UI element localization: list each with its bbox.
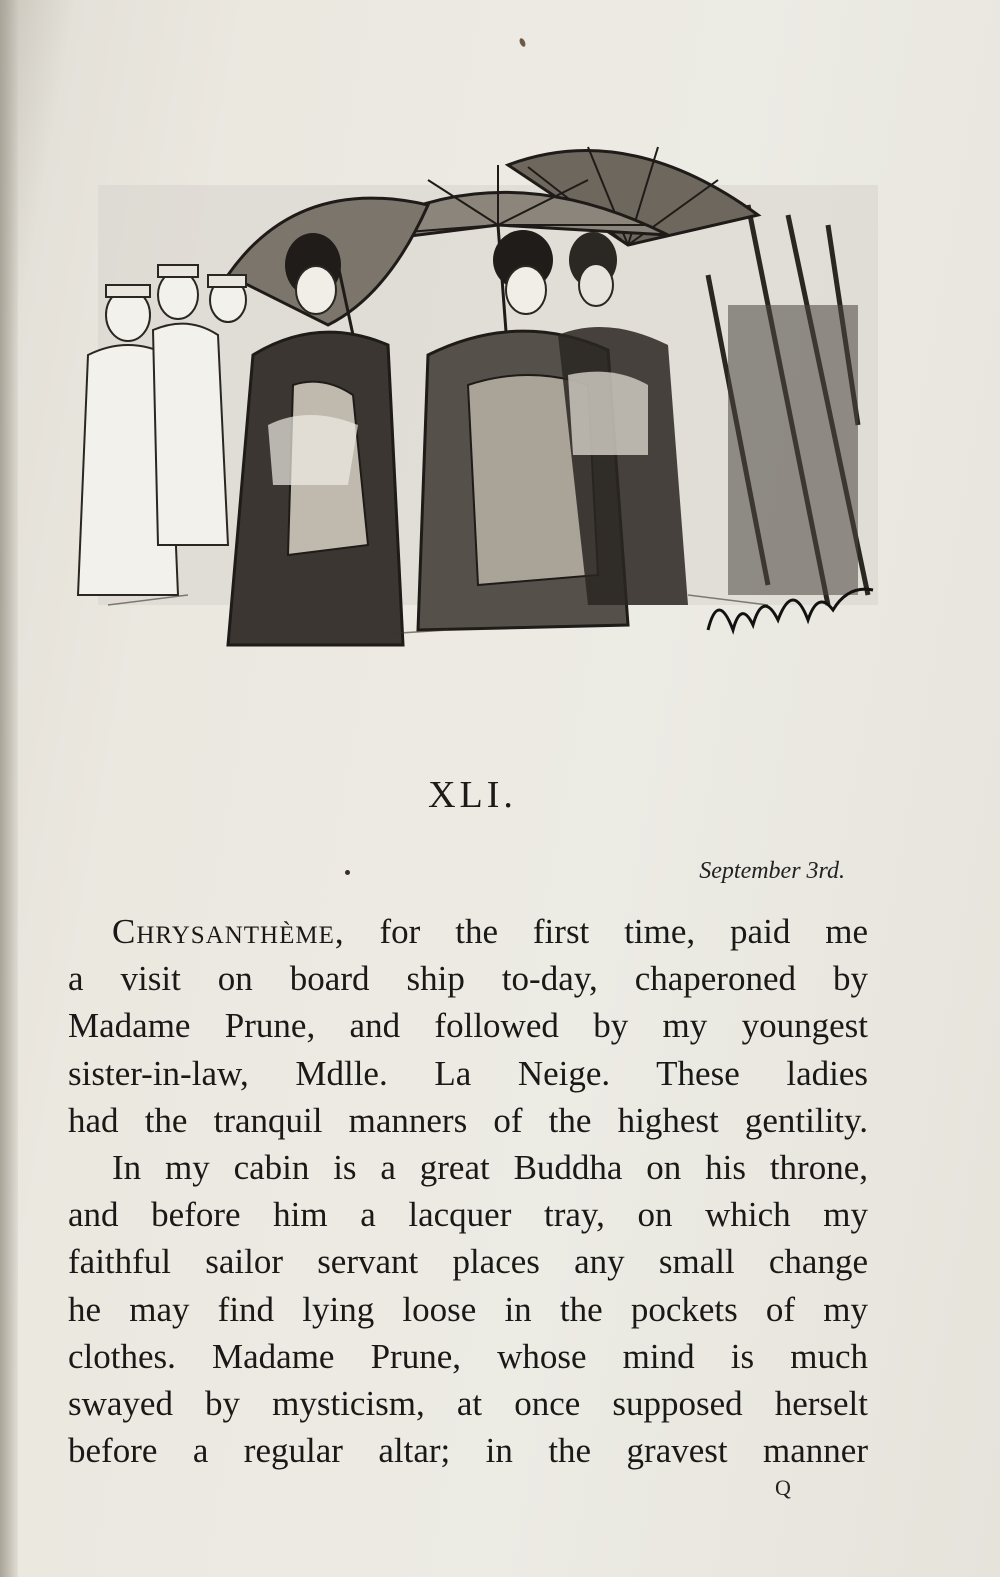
text-line: In my cabin is a great Buddha on his throne, bbox=[112, 1148, 868, 1188]
ink-dot bbox=[345, 870, 350, 875]
engraving-illustration bbox=[68, 125, 903, 665]
signature-mark: Q bbox=[775, 1475, 791, 1500]
text-line: a visit on board ship to-day, chaperoned by bbox=[68, 959, 868, 999]
lead-smallcaps: Chrysanthème, bbox=[112, 912, 345, 951]
text-line: sister-in-law, Mdlle. La Neige. These ladies bbox=[68, 1053, 868, 1093]
dateline: September 3rd. bbox=[699, 858, 845, 884]
text-line: clothes. Madame Prune, whose mind is much bbox=[68, 1336, 868, 1376]
paper-speck bbox=[518, 37, 526, 47]
line-text: for the first time, paid me bbox=[344, 912, 868, 951]
text-line bbox=[68, 908, 868, 955]
illustration-icon bbox=[68, 125, 903, 665]
text-line: had the tranquil manners of the highest gentility. bbox=[68, 1100, 868, 1140]
text-line: before a regular altar; in the gravest manner bbox=[68, 1431, 868, 1471]
body-text bbox=[68, 908, 868, 1474]
text-line: swayed by mysticism, at once supposed herselt bbox=[68, 1384, 868, 1424]
text-line: and before him a lacquer tray, on which my bbox=[68, 1195, 868, 1235]
text-line: he may find lying loose in the pockets of my bbox=[68, 1289, 868, 1329]
text-line: Madame Prune, and followed by my youngest bbox=[68, 1006, 868, 1046]
text-line: faithful sailor servant places any small change bbox=[68, 1242, 868, 1282]
chapter-heading: XLI. bbox=[428, 774, 517, 816]
